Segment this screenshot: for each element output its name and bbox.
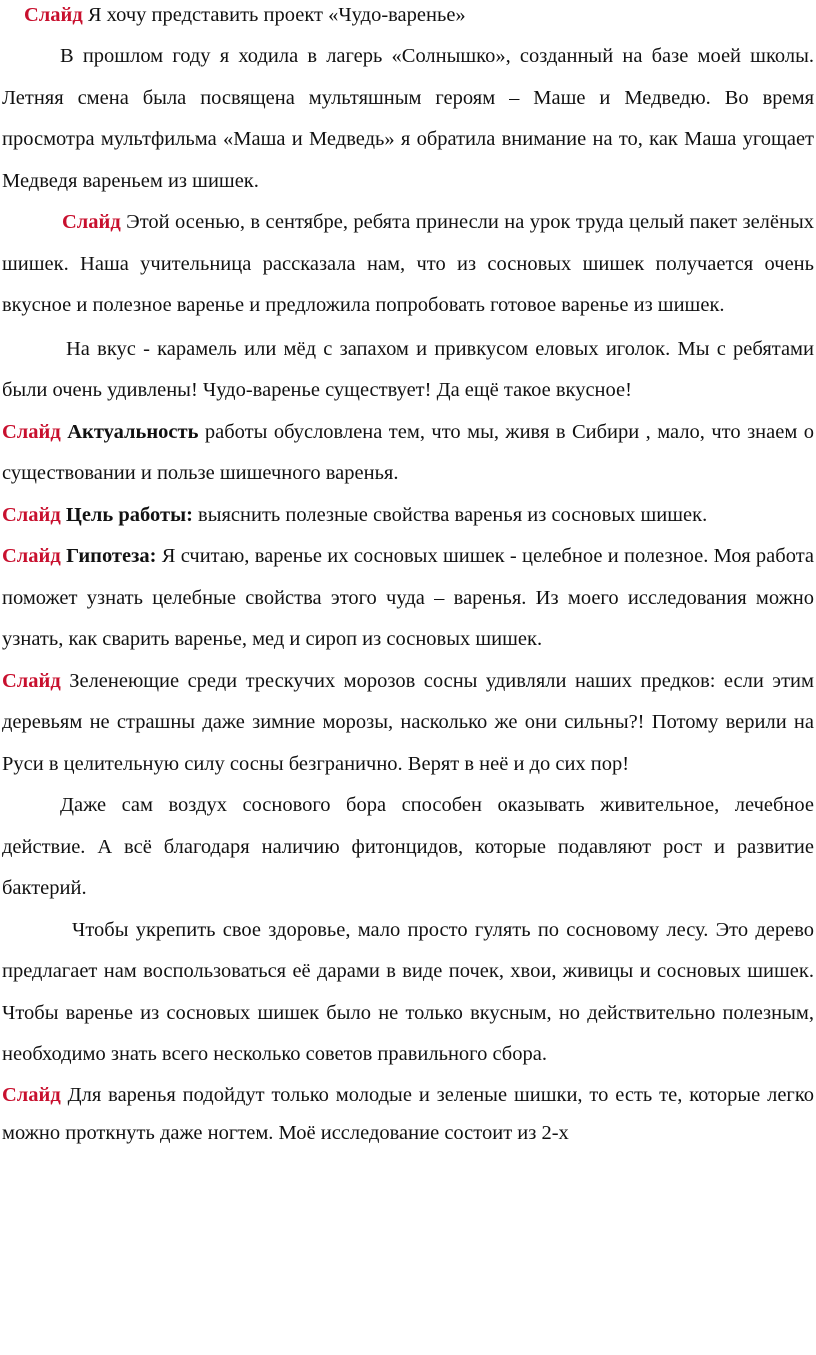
paragraph-text: работы обусловлена тем, что мы, живя в Сибири , мало, что знаем о существовании и пользе шишечного варенья. (2, 420, 814, 484)
paragraph-text: Этой осенью, в сентябре, ребята принесли на урок труда целый пакет зелёных шишек. Наша учительница рассказала нам, что из сосновых шишек получается очень вкусное и полезное варенье и предложила попробовать готовое варенье из шишек. (2, 211, 814, 316)
paragraph-pines (2, 661, 814, 786)
paragraph-text: На вкус - карамель или мёд с запахом и привкусом еловых иголок. Мы с ребятами были очень удивлены! Чудо-варенье существует! Да ещё такое вкусное! (2, 337, 814, 401)
paragraph-goal (2, 495, 814, 537)
paragraph-hypothesis (2, 536, 814, 661)
slide-marker: Слайд (2, 669, 61, 692)
slide-marker: Слайд (62, 211, 121, 233)
title-line (2, 0, 814, 30)
hypothesis-heading: Гипотеза: (66, 545, 157, 567)
slide-marker: Слайд (2, 503, 61, 526)
slide-marker: Слайд (2, 1083, 61, 1106)
paragraph-camp (2, 36, 814, 202)
paragraph-text: Даже сам воздух соснового бора способен оказывать живительное, лечебное действие. А всё благодаря наличию фитонцидов, которые подавляют рост и развитие бактерий. (2, 794, 814, 899)
title-text: Я хочу представить проект «Чудо-варенье» (82, 4, 466, 26)
paragraph-text: Чтобы укрепить свое здоровье, мало просто гулять по сосновому лесу. Это дерево предлагает нам воспользоваться её дарами в виде почек, хвои, живицы и сосновых шишек. Чтобы варенье из сосновых шишек было не только вкусным, но действительно полезным, необходимо знать всего несколько советов правильного сбора. (2, 918, 814, 1065)
slide-marker: Слайд (24, 4, 83, 26)
paragraph-taste (2, 329, 814, 412)
relevance-heading: Актуальность (67, 420, 199, 443)
paragraph-text: Зеленеющие среди трескучих морозов сосны удивляли наших предков: если этим деревьям не страшны даже зимние морозы, насколько же они сильны?! Потому верили на Руси в целительную силу сосны безгранично. Верят в неё и до сих пор! (2, 669, 814, 775)
paragraph-health (2, 910, 814, 1076)
paragraph-text: В прошлом году я ходила в лагерь «Солнышко», созданный на базе моей школы. Летняя смена была посвящена мультяшным героям – Маше и Медведю. Во время просмотра мультфильма «Маша и Медведь» я обратила внимание на то, как Маша угощает Медведя вареньем из шишек. (2, 45, 814, 192)
paragraph-autumn (2, 202, 814, 327)
slide-marker: Слайд (2, 420, 61, 443)
slide-marker: Слайд (2, 545, 61, 567)
paragraph-text: выяснить полезные свойства варенья из сосновых шишек. (192, 503, 708, 526)
paragraph-text: Для варенья подойдут только молодые и зеленые шишки, то есть те, которые легко можно проткнуть даже ногтем. Моё исследование состоит из 2-х (2, 1083, 814, 1144)
paragraph-relevance (2, 412, 814, 495)
paragraph-cones (2, 1076, 814, 1152)
paragraph-air (2, 785, 814, 910)
paragraph-text: Я считаю, варенье их сосновых шишек - целебное и полезное. Моя работа поможет узнать целебные свойства этого чуда – варенья. Из моего исследования можно узнать, как сварить варенье, мед и сироп из сосновых шишек. (2, 545, 815, 650)
goal-heading: Цель работы: (65, 503, 193, 526)
